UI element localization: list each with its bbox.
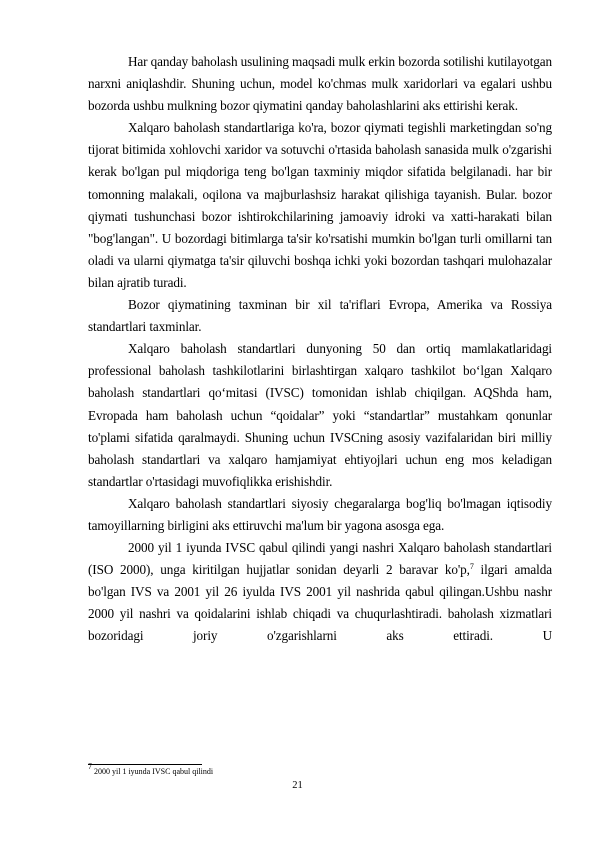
paragraph-valuation-purpose: Har qanday baholash usulining maqsadi mulk erkin bozorda sotilishi kutilayotgan narxni aniqlashdir. Shuning uchun, model ko'chmas mulk xaridorlari va egalari ushbu bozorda ushbu mulkning bozor qiymatini qanday baholashlarini aks ettirishi kerak. [88, 54, 552, 114]
footnote-mark: 7 [88, 762, 92, 771]
footnote-divider [88, 764, 202, 765]
paragraph-ivs-2000 [88, 537, 552, 647]
paragraph-text-end: ilgari amalda bo'lgan IVS va 2001 yil 26 iyulda IVS 2001 yil nashrida qabul qilingan.Ushbu nashr 2000 yil nashri va qoidalarini ishlab chiqadi va chuqurlashtiradi. baholash xizmatlari bozoridagi joriy o'zgarishlarni aks ettiradi. U [88, 562, 552, 644]
footnote-text: 2000 yil 1 iyunda IVSC qabul qilindi [92, 767, 214, 776]
paragraph-principles: Xalqaro baholash standartlari siyosiy chegaralarga bog'liq bo'lmagan iqtisodiy tamoyillarning birligini aks ettiruvchi ma'lum bir yagona asosga ega. [88, 495, 552, 533]
footnote-reference[interactable]: 7 [469, 562, 474, 572]
page-number: 21 [292, 780, 303, 791]
document-body [88, 51, 552, 648]
paragraph-market-value-definition: Xalqaro baholash standartlariga ko'ra, bozor qiymati tegishli marketingdan so'ng tijorat bitimida xohlovchi xaridor va sotuvchi o'rtasida baholash sanasida mulk o'zgarishi kerak bo'lgan pul miqdoriga teng bo'lgan taxminiy miqdor sifatida belgilanadi. har bir tomonning malakali, oqilona va majburlashsiz harakat qilishiga tayanish. Bular. bozor qiymati tushunchasi bozor ishtirokchilarining jamoaviy idroki va xatti-harakati bilan "bog'langan". U bozordagi bitimlarga ta'sir ko'rsatishi mumkin bo'lgan turli omillarni tan oladi va ularni qiymatga ta'sir qiluvchi boshqa ichki yoki bozordan tashqari mulohazalar bilan ajratib turadi. [88, 120, 552, 290]
footnote [88, 762, 214, 777]
paragraph-ivsc: Xalqaro baholash standartlari dunyoning 50 dan ortiq mamlakatlaridagi professional baholash tashkilotlarini birlashtirgan xalqaro tashkilot bo‘lgan Xalqaro baholash standartlari qo‘mitasi (IVSC) tomonidan ishlab chiqilgan. AQShda ham, Evropada ham baholash uchun “qoidalar” yoki “standartlar” mustahkam qonunlar to'plami sifatida qaralmaydi. Shuning uchun IVSCning asosiy vazifalaridan biri milliy baholash standartlari va xalqaro hamjamiyat ehtiyojlari uchun eng mos keladigan standartlar o'rtasidagi muvofiqlikka erishishdir. [88, 341, 552, 489]
paragraph-standards-comparison: Bozor qiymatining taxminan bir xil ta'riflari Evropa, Amerika va Rossiya standartlari taxminlar. [88, 297, 552, 335]
paragraph-text-start: 2000 yil 1 iyunda IVSC qabul qilindi yangi nashri Xalqaro baholash standartlari (ISO 2000), unga kiritilgan hujjatlar sonidan deyarli 2 baravar ko'p, [88, 540, 552, 578]
